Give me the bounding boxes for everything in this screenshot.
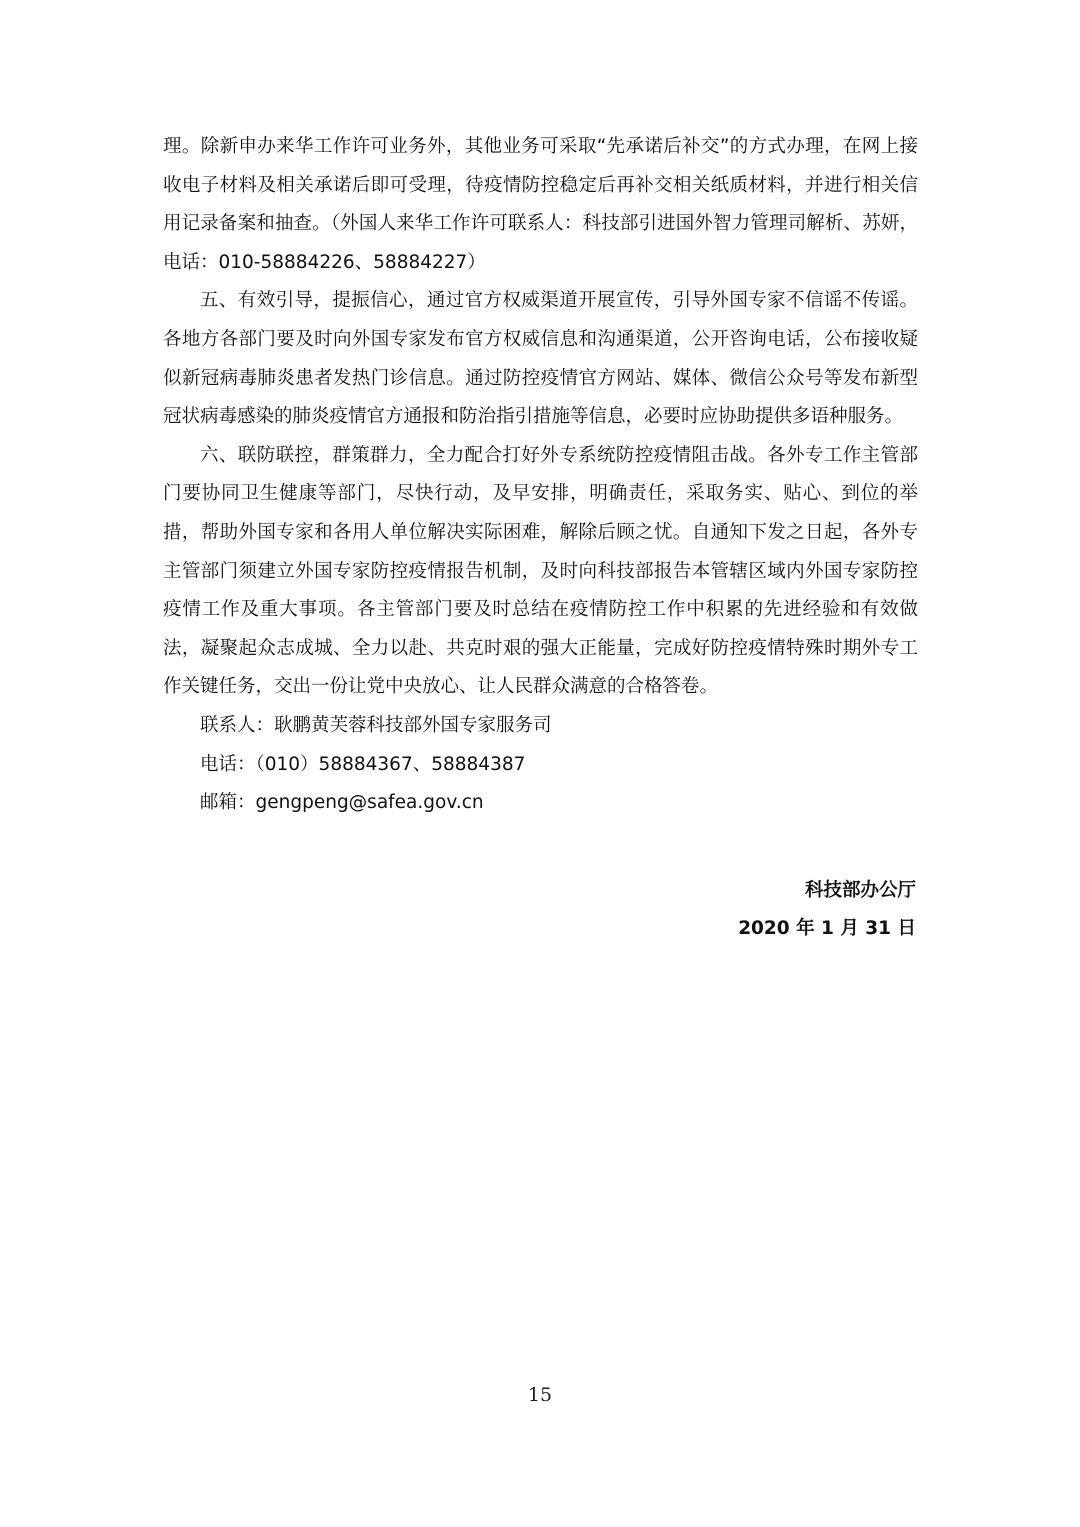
contact-phone: 电话：（010）58884367、58884387 xyxy=(200,753,526,775)
paragraph-continuation: 理。除新申办来华工作许可业务外，其他业务可采取“先承诺后补交”的方式办理，在网上接收电子材料及相关承诺后即可受理，待疫情防控稳定后再补交相关纸质材料，并进行相关信用记录备案和抽查。（外国人来华工作许可联系人：科技部引进国外智力管理司解析、苏妍，电话：010-58884226、58884227） xyxy=(163,136,918,273)
paragraph-section-five: 五、有效引导，提振信心，通过官方权威渠道开展宣传，引导外国专家不信谣不传谣。各地方各部门要及时向外国专家发布官方权威信息和沟通渠道，公开咨询电话，公布接收疑似新冠病毒肺炎患者发热门诊信息。通过防控疫情官方网站、媒体、微信公众号等发布新型冠状病毒感染的肺炎疫情官方通报和防治指引措施等信息，必要时应协助提供多语种服务。 xyxy=(163,290,918,428)
signature-office: 科技部办公厅 xyxy=(804,880,916,901)
contact-email: 邮箱：gengpeng@safea.gov.cn xyxy=(200,792,484,814)
document-body xyxy=(163,128,918,823)
paragraph-section-six: 六、联防联控，群策群力，全力配合打好外专系统防控疫情阻击战。各外专工作主管部门要协同卫生健康等部门，尽快行动，及早安排，明确责任，采取务实、贴心、到位的举措，帮助外国专家和各用人单位解决实际困难，解除后顾之忧。自通知下发之日起，各外专主管部门须建立外国专家防控疫情报告机制，及时向科技部报告本管辖区域内外国专家防控疫情工作及重大事项。各主管部门要及时总结在疫情防控工作中积累的先进经验和有效做法，凝聚起众志成城、全力以赴、共克时艰的强大正能量，完成好防控疫情特殊时期外专工作关键任务，交出一份让党中央放心、让人民群众满意的合格答卷。 xyxy=(163,444,918,698)
page-number: 15 xyxy=(527,1384,553,1406)
contact-person: 联系人：耿鹏黄芙蓉科技部外国专家服务司 xyxy=(200,714,552,736)
signature-date: 2020 年 1 月 31 日 xyxy=(738,918,916,939)
